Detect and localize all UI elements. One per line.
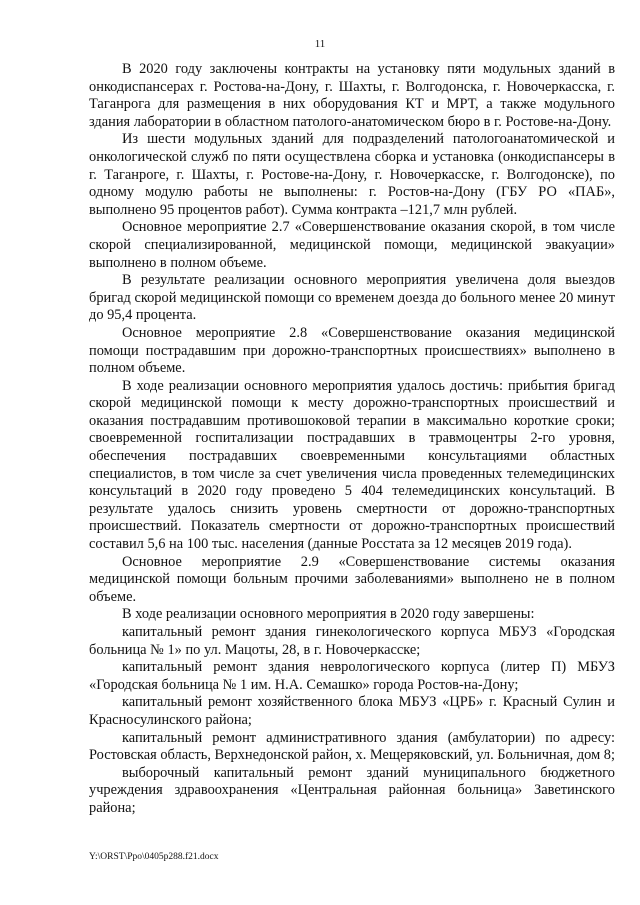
body-text	[89, 61, 615, 818]
footer-file-path: Y:\ORST\Ppo\0405p288.f21.docx	[89, 852, 219, 862]
paragraph: Основное мероприятие 2.9 «Совершенствование системы оказания медицинской помощи больным прочими заболеваниями» выполнено не в полном объеме.	[89, 553, 615, 605]
paragraph: В 2020 году заключены контракты на установку пяти модульных зданий в онкодиспансерах г. Ростова-на-Дону, г. Шахты, г. Волгодонска, г. Новочеркасска, г. Таганрога для размещения в них оборудования КТ и МРТ, а также модульного здания лаборатории в областном патолого-анатомическом бюро в г. Ростове-на-Дону.	[89, 61, 615, 130]
paragraph: В ходе реализации основного мероприятия в 2020 году завершены:	[122, 606, 535, 623]
paragraph: капитальный ремонт хозяйственного блока МБУЗ «ЦРБ» г. Красный Сулин и Красносулинского района;	[89, 694, 615, 728]
paragraph: В результате реализации основного мероприятия увеличена доля выездов бригад скорой медицинской помощи со временем доезда до больного менее 20 минут до 95,4 процента.	[89, 272, 615, 324]
paragraph: Основное мероприятие 2.7 «Совершенствование оказания скорой, в том числе скорой специализированной, медицинской помощи, медицинской эвакуации» выполнено в полном объеме.	[89, 219, 615, 271]
paragraph: капитальный ремонт здания гинекологического корпуса МБУЗ «Городская больница № 1» по ул. Мацоты, 28, в г. Новочеркасске;	[89, 624, 615, 658]
paragraph: В ходе реализации основного мероприятия удалось достичь: прибытия бригад скорой медицинской помощи к месту дорожно-транспортных происшествий и оказания пострадавшим противошоковой терапии в максимально короткие сроки; своевременной госпитализации пострадавших в травмоцентры 2-го уровня, обеспечения пострадавших своевременными консультациями областных специалистов, в том числе за счет увеличения числа проведенных телемедицинских консультаций в 2020 году проведено 5 404 телемедицинских консультаций. В результате удалось снизить уровень смертности от дорожно-транспортных происшествий. Показатель смертности от дорожно-транспортных происшествий составил 5,6 на 100 тыс. населения (данные Росстата за 12 месяцев 2019 года).	[89, 377, 615, 553]
paragraph: выборочный капитальный ремонт зданий муниципального бюджетного учреждения здравоохранения «Центральная районная больница» Заветинского района;	[89, 764, 615, 816]
page-number: 11	[314, 38, 326, 50]
paragraph: Основное мероприятие 2.8 «Совершенствование оказания медицинской помощи пострадавшим при дорожно-транспортных происшествиях» выполнено в полном объеме.	[89, 324, 615, 377]
paragraph: Из шести модульных зданий для подразделений патологоанатомической и онкологической служб по пяти осуществлена сборка и установка (онкодиспансеры в г. Таганроге, г. Шахты, г. Ростове-на-Дону, г. Новочеркасске, г. Волгодонске), по одному модулю работы не выполнены: г. Ростов-на-Дону (ГБУ РО «ПАБ», выполнено 95 процентов работ). Сумма контракта –121,7 млн рублей.	[89, 131, 615, 218]
paragraph: капитальный ремонт административного здания (амбулатории) по адресу: Ростовская область, Верхнедонской район, х. Мещеряковский, ул. Больничная, дом 8;	[89, 729, 615, 764]
paragraph: капитальный ремонт здания неврологического корпуса (литер П) МБУЗ «Городская больница № 1 им. Н.А. Семашко» города Ростов-на-Дону;	[89, 659, 615, 693]
